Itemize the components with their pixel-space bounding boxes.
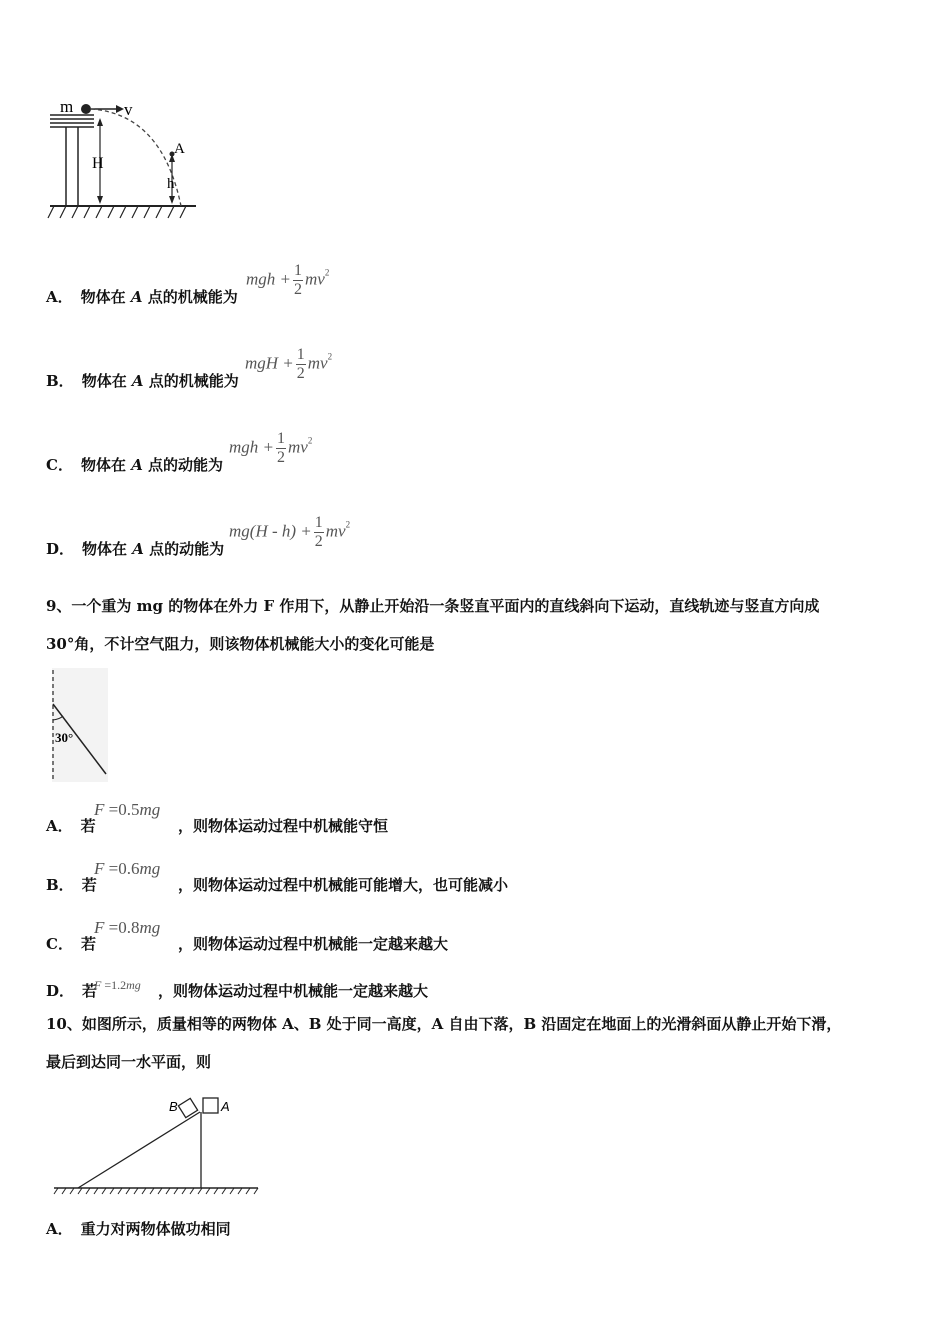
q10-stem <box>46 1005 926 1081</box>
block-a <box>203 1098 218 1113</box>
fig1-label-H: H <box>92 155 104 172</box>
angle-label: 30° <box>55 730 74 745</box>
q8-math-d: mg(H - h) + $\frac{1}{2}$ $mv^2$ <box>229 514 351 550</box>
q8-math-a: mgh + $\frac{1}{2}$ $mv^2$ <box>246 262 330 298</box>
q10-option-a: A． 重力对两物体做功相同 <box>46 1220 231 1238</box>
incline-figure <box>50 1090 262 1196</box>
q9-option-b: B． 若 <box>46 876 97 894</box>
q8-option-d: D． 物体在 A 点的动能为 <box>46 540 225 558</box>
angle-figure <box>48 668 110 784</box>
q8-option-a: A． 物体在 A 点的机械能为 <box>46 288 238 306</box>
q9-stem <box>46 587 926 663</box>
ball-mark <box>81 104 91 114</box>
q9-option-d: D． 若 <box>46 982 98 1000</box>
q10-line-1: 10、如图所示，质量相等的两物体 A、B 处于同一高度，A 自由下落，B 沿固定在地面上的光滑斜面从静止开始下滑， <box>46 1015 842 1033</box>
q9-math-c: F =0.8mg <box>94 918 161 937</box>
q8-option-c: C． 物体在 A 点的动能为 <box>46 456 224 474</box>
q10-line-2: 最后到达同一水平面，则 <box>46 1053 212 1071</box>
q9-option-c-text: ，则物体运动过程中机械能一定越来越大 <box>178 935 449 953</box>
q9-math-d: F =1.2mg <box>94 978 141 992</box>
q9-option-b-text: ，则物体运动过程中机械能可能增大，也可能减小 <box>178 876 509 894</box>
q8-math-b: mgH + $\frac{1}{2}$ $mv^2$ <box>245 346 333 382</box>
q9-option-d-text: ，则物体运动过程中机械能一定越来越大 <box>158 982 429 1000</box>
q8-math-c: mgh + $\frac{1}{2}$ $mv^2$ <box>229 430 313 466</box>
q9-option-a: A． 若 <box>46 817 96 835</box>
q9-line-2: 30°角，不计空气阻力，则该物体机械能大小的变化可能是 <box>46 635 435 653</box>
fig1-label-A: A <box>174 141 185 157</box>
label-a: A <box>221 1099 230 1114</box>
q9-option-a-text: ，则物体运动过程中机械能守恒 <box>178 817 389 835</box>
fig1-label-v: v <box>124 100 133 119</box>
q9-line-1: 9、一个重为 mg 的物体在外力 F 作用下，从静止开始沿一条竖直平面内的直线斜向下运动，直线轨迹与竖直方向成 <box>46 597 820 615</box>
q9-option-c: C． 若 <box>46 935 96 953</box>
projectile-figure <box>44 96 204 226</box>
q9-math-b: F =0.6mg <box>94 859 161 878</box>
label-b: B <box>169 1099 178 1114</box>
q8-option-b: B． 物体在 A 点的机械能为 <box>46 372 239 390</box>
fig1-label-m: m <box>60 97 74 116</box>
fig1-label-h: h <box>167 176 175 192</box>
q9-math-a: F =0.5mg <box>94 800 161 819</box>
